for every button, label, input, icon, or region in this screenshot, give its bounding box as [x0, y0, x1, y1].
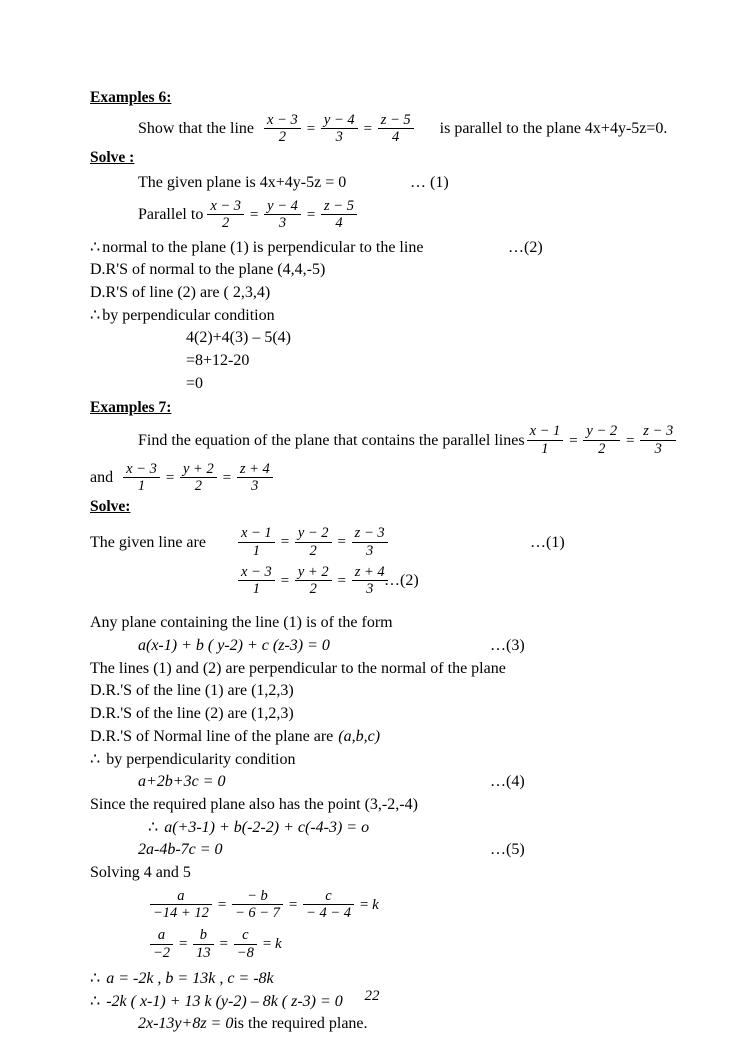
fraction-numerator: y + 2 — [297, 563, 329, 580]
example-7-lines-perp-row — [90, 658, 670, 681]
example-7-section — [90, 398, 674, 1036]
example-7-given-lines-row-1 — [90, 526, 670, 559]
fraction-x — [238, 564, 275, 597]
dr-normal-text: D.R.'S of Normal line of the plane are — [90, 727, 334, 745]
solve-fraction-group-2 — [148, 928, 282, 961]
fraction-y — [321, 112, 358, 145]
calc-line-3: =0 — [186, 374, 204, 392]
reference-1: … (1) — [410, 174, 449, 192]
example-7-solve-frac-row-2 — [90, 928, 670, 961]
fraction-z — [640, 423, 676, 456]
result-plane-equation: -2k ( x-1) + 13 k (y-2) – 8k ( z-3) = 0 — [106, 992, 343, 1010]
example-6-equation — [262, 113, 416, 146]
lines-perp-text: The lines (1) and (2) are perpendicular to the normal of the plane — [90, 659, 506, 677]
since-point-text: Since the required plane also has the point (3,-2,-4) — [90, 796, 418, 813]
equals-sign: = — [625, 432, 636, 449]
equals-sign: = — [305, 207, 317, 224]
example-6-perp-condition-row — [90, 305, 670, 328]
dr-line-text: D.R'S of line (2) are ( 2,3,4) — [90, 283, 271, 301]
fraction-numerator: x − 3 — [266, 111, 298, 128]
fraction-z — [237, 461, 273, 494]
fraction-numerator: x − 3 — [241, 563, 272, 580]
reference-4: …(4) — [490, 773, 525, 791]
given-lines-label: The given line are — [90, 533, 206, 551]
fraction-numerator: x − 1 — [240, 525, 272, 542]
fraction-numerator: x − 3 — [126, 460, 157, 477]
fraction-a — [150, 888, 212, 921]
example-7-prompt-row — [90, 423, 674, 457]
example-7-heading: Examples 7: — [90, 398, 172, 416]
example-7-point-sub-row — [90, 817, 670, 840]
example-7-heading-row — [90, 398, 670, 419]
perp-condition-text: by perpendicular condition — [102, 306, 275, 324]
fraction-denominator: 2 — [295, 580, 332, 597]
example-6-dr-normal-row — [90, 259, 670, 282]
example-6-parallel-row — [90, 199, 670, 232]
equals-sign: = — [336, 534, 347, 551]
equation-4: a+2b+3c = 0 — [138, 773, 226, 791]
fraction-denominator: −2 — [150, 944, 173, 961]
example-6-prompt-pre: Show that the line — [138, 120, 254, 138]
fraction-y — [583, 423, 620, 456]
example-6-solve-heading: Solve : — [90, 149, 135, 167]
example-7-given-lines-row-2 — [90, 565, 670, 598]
fraction-y — [264, 198, 301, 231]
equals-sign: = — [261, 936, 272, 953]
equals-sign: = — [164, 470, 175, 486]
fraction-denominator: 4 — [321, 214, 357, 231]
example-7-line2-equation — [121, 462, 275, 495]
fraction-denominator: 2 — [207, 214, 244, 231]
given-line-2-equation — [236, 565, 390, 598]
fraction-numerator: y − 4 — [267, 198, 298, 215]
example-7-any-plane-row — [90, 612, 670, 635]
fraction-numerator: z − 5 — [324, 198, 354, 215]
fraction-denominator: − 6 − 7 — [232, 904, 283, 921]
fraction-b — [193, 927, 214, 960]
fraction-numerator: x − 3 — [210, 198, 242, 215]
final-equation: 2x-13y+8z = 0 — [138, 1015, 234, 1033]
fraction-numerator: y + 2 — [182, 460, 214, 477]
example-6-dr-line-row — [90, 282, 670, 305]
fraction-x — [123, 461, 160, 494]
dr-normal-value: (a,b,c) — [338, 727, 381, 745]
example-7-eq5-row — [90, 839, 670, 862]
dr-line1-text: D.R.'S of the line (1) are (1,2,3) — [90, 682, 294, 700]
example-7-and-row — [90, 462, 670, 495]
fraction-z — [378, 112, 414, 145]
solving-text: Solving 4 and 5 — [90, 864, 191, 882]
equals-sign: = — [216, 896, 227, 913]
therefore-symbol: ∴ — [90, 969, 101, 987]
fraction-numerator: z − 5 — [380, 111, 411, 128]
fraction-numerator: y − 4 — [323, 111, 355, 128]
fraction-denominator: − 4 − 4 — [303, 904, 354, 921]
reference-5: …(5) — [490, 841, 525, 859]
reference-2: …(2) — [384, 572, 419, 590]
dr-line2-text: D.R.'S of the line (2) are (1,2,3) — [90, 705, 294, 723]
equation-5: 2a-4b-7c = 0 — [138, 841, 223, 859]
page-content — [90, 88, 674, 1036]
example-6-solve-heading-row — [90, 148, 670, 169]
fraction-x — [527, 423, 564, 456]
solve-fraction-group-1 — [148, 889, 379, 922]
fraction-x — [238, 525, 275, 558]
fraction-denominator: 1 — [238, 580, 275, 597]
example-6-calc-2 — [90, 350, 670, 373]
fraction-denominator: 3 — [640, 440, 676, 457]
calc-line-1: 4(2)+4(3) – 5(4) — [186, 329, 291, 347]
result-abc: a = -2k , b = 13k , c = -8k — [106, 969, 274, 987]
equals-sign: = — [358, 896, 370, 913]
fraction-denominator: 4 — [378, 128, 414, 145]
fraction-denominator: −14 + 12 — [150, 904, 212, 921]
fraction-numerator: − b — [247, 887, 268, 904]
fraction-numerator: z − 3 — [643, 423, 674, 440]
fraction-denominator: 2 — [583, 440, 620, 457]
fraction-a — [150, 927, 173, 960]
example-6-given-plane-row — [90, 172, 670, 195]
fraction-numerator: a — [177, 887, 185, 904]
equals-sign: = — [279, 534, 290, 551]
constant-k: k — [372, 896, 379, 913]
point-substitution: a(+3-1) + b(-2-2) + c(-4-3) = o — [164, 818, 370, 836]
example-7-perp-condition-row — [90, 749, 670, 772]
example-7-solve-heading: Solve: — [90, 498, 131, 516]
fraction-denominator: 2 — [180, 477, 217, 494]
fraction-numerator: z − 3 — [354, 525, 385, 542]
example-7-line1-equation — [525, 424, 679, 457]
equals-sign: = — [336, 572, 347, 589]
fraction-c — [303, 888, 354, 921]
fraction-y — [295, 564, 332, 597]
fraction-numerator: y − 2 — [297, 525, 329, 542]
fraction-z — [352, 564, 388, 597]
perp-condition-text: by perpendicularity condition — [106, 750, 296, 768]
normal-perp-text: normal to the plane (1) is perpendicular to the line — [102, 238, 424, 256]
therefore-symbol: ∴ — [148, 818, 159, 836]
example-7-dr-line1-row — [90, 680, 670, 703]
fraction-denominator: 13 — [193, 944, 214, 961]
constant-k: k — [274, 936, 282, 953]
fraction-z — [321, 198, 357, 231]
example-6-calc-1 — [90, 327, 670, 350]
reference-1: …(1) — [530, 533, 565, 551]
fraction-denominator: 3 — [352, 542, 388, 559]
fraction-denominator: 3 — [352, 580, 388, 597]
parallel-to-label: Parallel to — [138, 206, 204, 224]
equals-sign: = — [287, 896, 299, 913]
equals-sign: = — [568, 432, 579, 449]
given-line-1-equation — [236, 526, 390, 559]
equals-sign: = — [218, 936, 229, 953]
fraction-numerator: c — [242, 927, 249, 944]
fraction-denominator: 3 — [264, 214, 301, 231]
final-suffix: is the required plane. — [233, 1015, 368, 1033]
equals-sign: = — [305, 121, 316, 137]
example-6-section — [90, 88, 670, 396]
fraction-numerator: a — [157, 927, 166, 944]
fraction-numerator: z + 4 — [239, 460, 270, 477]
fraction-numerator: z + 4 — [354, 563, 385, 580]
and-label: and — [90, 469, 114, 487]
equals-sign: = — [249, 207, 260, 224]
reference-2: …(2) — [508, 238, 543, 256]
calc-line-2: =8+12-20 — [186, 352, 250, 370]
fraction-x — [207, 198, 244, 231]
example-7-eq4-row — [90, 771, 670, 794]
given-plane-text: The given plane is 4x+4y-5z = 0 — [138, 174, 347, 192]
fraction-denominator: −8 — [234, 944, 257, 961]
fraction-numerator: y − 2 — [586, 423, 618, 440]
fraction-denominator: 2 — [264, 128, 301, 145]
example-7-plane-form-row — [90, 635, 670, 658]
therefore-symbol: ∴ — [90, 992, 101, 1010]
example-7-solving-row — [90, 862, 670, 885]
fraction-denominator: 2 — [295, 542, 332, 559]
example-6-normal-perp-row — [90, 237, 670, 260]
dr-normal-text: D.R'S of normal to the plane (4,4,-5) — [90, 261, 326, 279]
fraction-denominator: 3 — [321, 128, 358, 145]
example-6-prompt — [90, 113, 670, 146]
therefore-symbol: ∴ — [90, 306, 101, 324]
reference-3: …(3) — [490, 636, 525, 654]
equals-sign: = — [279, 572, 290, 589]
fraction-numerator: c — [325, 887, 332, 904]
page-number: 22 — [364, 988, 380, 1004]
fraction-z — [352, 525, 388, 558]
example-7-solve-heading-row — [90, 497, 670, 518]
example-7-solve-frac-row-1 — [90, 889, 670, 922]
fraction-y — [295, 525, 332, 558]
example-6-heading-row — [90, 88, 670, 109]
example-7-dr-normal-row — [90, 726, 670, 749]
therefore-symbol: ∴ — [90, 238, 101, 256]
equals-sign: = — [178, 936, 189, 953]
example-6-calc-3 — [90, 373, 670, 396]
example-6-parallel-equation — [205, 199, 359, 232]
example-7-since-point-row — [90, 794, 670, 817]
example-6-prompt-post: is parallel to the plane 4x+4y-5z=0. — [439, 120, 668, 138]
equals-sign: = — [362, 121, 373, 137]
equals-sign: = — [221, 470, 232, 486]
fraction-denominator: 1 — [527, 440, 564, 457]
example-7-final-row — [90, 1013, 670, 1036]
fraction-denominator: 1 — [123, 477, 160, 494]
example-7-dr-line2-row — [90, 703, 670, 726]
fraction-numerator: b — [199, 927, 208, 944]
any-plane-text: Any plane containing the line (1) is of the form — [90, 614, 393, 632]
example-7-prompt-text: Find the equation of the plane that contains the parallel lines — [138, 431, 525, 449]
example-6-heading: Examples 6: — [90, 89, 172, 106]
fraction-denominator: 1 — [238, 542, 275, 559]
plane-form-equation: a(x-1) + b ( y-2) + c (z-3) = 0 — [138, 636, 330, 654]
fraction-b — [232, 888, 283, 921]
fraction-numerator: x − 1 — [529, 423, 561, 440]
fraction-x — [264, 112, 301, 145]
fraction-c — [234, 927, 257, 960]
fraction-y — [180, 461, 217, 494]
fraction-denominator: 3 — [237, 477, 273, 494]
therefore-symbol: ∴ — [90, 750, 101, 768]
